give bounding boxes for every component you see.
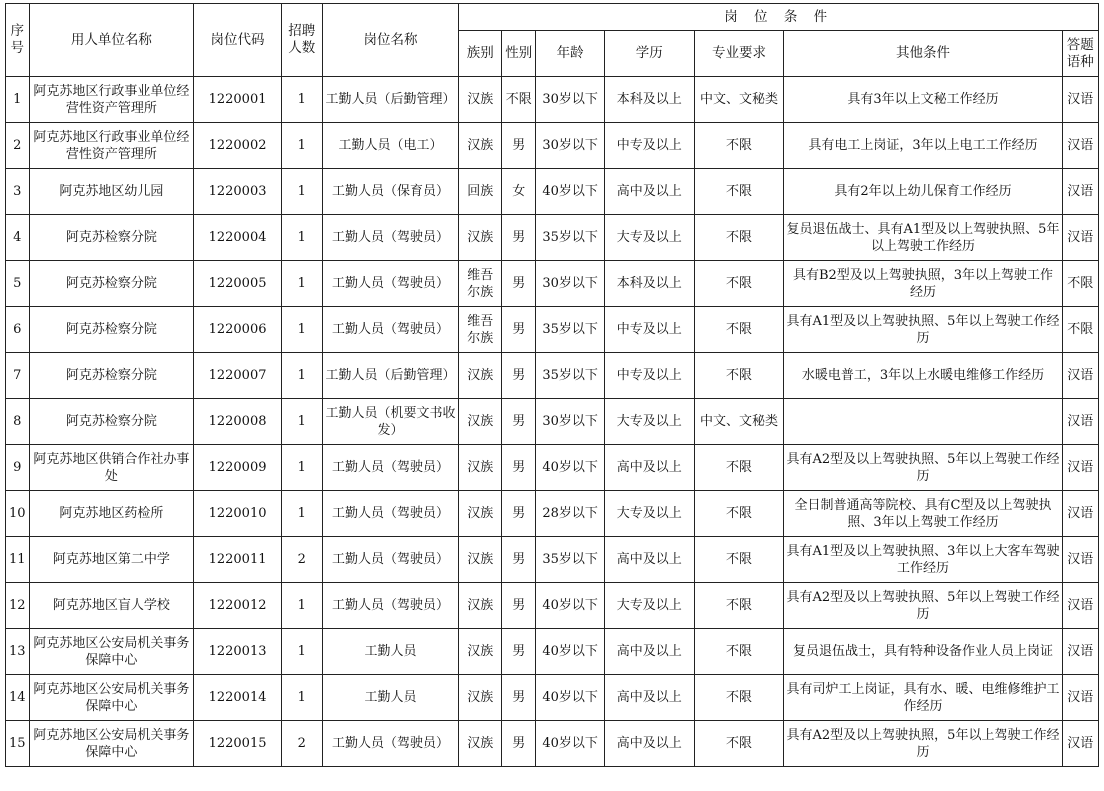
cell-education: 本科及以上 — [604, 261, 694, 307]
cell-position: 工勤人员（保育员） — [322, 169, 459, 215]
cell-age: 40岁以下 — [536, 629, 604, 675]
cell-position: 工勤人员（驾驶员） — [322, 721, 459, 767]
cell-other: 水暖电普工，3年以上水暖电维修工作经历 — [784, 353, 1062, 399]
cell-ethnicity: 汉族 — [459, 583, 502, 629]
cell-code: 1220005 — [194, 261, 282, 307]
cell-sex: 男 — [502, 123, 536, 169]
cell-major: 不限 — [694, 307, 784, 353]
cell-ethnicity: 汉族 — [459, 399, 502, 445]
cell-major: 不限 — [694, 169, 784, 215]
cell-major: 中文、文秘类 — [694, 77, 784, 123]
cell-count: 2 — [281, 721, 322, 767]
cell-no: 5 — [6, 261, 30, 307]
cell-major: 不限 — [694, 261, 784, 307]
cell-ethnicity: 维吾尔族 — [459, 307, 502, 353]
recruitment-table — [5, 3, 1099, 767]
cell-unit: 阿克苏检察分院 — [29, 215, 194, 261]
cell-unit: 阿克苏地区盲人学校 — [29, 583, 194, 629]
cell-sex: 男 — [502, 353, 536, 399]
cell-sex: 不限 — [502, 77, 536, 123]
table-row — [6, 353, 1099, 399]
table-header — [6, 4, 1099, 77]
cell-age: 35岁以下 — [536, 537, 604, 583]
cell-other: 具有B2型及以上驾驶执照，3年以上驾驶工作经历 — [784, 261, 1062, 307]
cell-ethnicity: 汉族 — [459, 445, 502, 491]
cell-position: 工勤人员（机要文书收发） — [322, 399, 459, 445]
cell-unit: 阿克苏检察分院 — [29, 307, 194, 353]
cell-code: 1220003 — [194, 169, 282, 215]
cell-sex: 男 — [502, 307, 536, 353]
cell-no: 12 — [6, 583, 30, 629]
cell-major: 不限 — [694, 491, 784, 537]
cell-no: 3 — [6, 169, 30, 215]
cell-language: 汉语 — [1062, 215, 1098, 261]
cell-no: 9 — [6, 445, 30, 491]
cell-ethnicity: 汉族 — [459, 77, 502, 123]
cell-count: 1 — [281, 169, 322, 215]
cell-no: 6 — [6, 307, 30, 353]
cell-ethnicity: 汉族 — [459, 721, 502, 767]
cell-ethnicity: 汉族 — [459, 675, 502, 721]
cell-other: 具有司炉工上岗证，具有水、暖、电维修维护工作经历 — [784, 675, 1062, 721]
table-row — [6, 169, 1099, 215]
cell-unit: 阿克苏地区行政事业单位经营性资产管理所 — [29, 77, 194, 123]
cell-count: 1 — [281, 629, 322, 675]
cell-sex: 男 — [502, 261, 536, 307]
cell-no: 11 — [6, 537, 30, 583]
cell-position: 工勤人员（驾驶员） — [322, 445, 459, 491]
cell-major: 不限 — [694, 675, 784, 721]
cell-language: 汉语 — [1062, 491, 1098, 537]
cell-position: 工勤人员（后勤管理） — [322, 353, 459, 399]
cell-ethnicity: 汉族 — [459, 215, 502, 261]
cell-unit: 阿克苏地区公安局机关事务保障中心 — [29, 675, 194, 721]
cell-language: 汉语 — [1062, 399, 1098, 445]
cell-position: 工勤人员（电工） — [322, 123, 459, 169]
cell-ethnicity: 汉族 — [459, 629, 502, 675]
cell-major: 不限 — [694, 445, 784, 491]
table-row — [6, 77, 1099, 123]
cell-no: 2 — [6, 123, 30, 169]
table-row — [6, 399, 1099, 445]
cell-position: 工勤人员（后勤管理） — [322, 77, 459, 123]
cell-code: 1220014 — [194, 675, 282, 721]
header-position: 岗位名称 — [322, 4, 459, 77]
cell-major: 不限 — [694, 721, 784, 767]
cell-language: 汉语 — [1062, 123, 1098, 169]
cell-code: 1220004 — [194, 215, 282, 261]
header-age: 年龄 — [536, 31, 604, 77]
table-row — [6, 537, 1099, 583]
cell-other: 具有A1型及以上驾驶执照、5年以上驾驶工作经历 — [784, 307, 1062, 353]
cell-other: 复员退伍战士，具有特种设备作业人员上岗证 — [784, 629, 1062, 675]
cell-age: 40岁以下 — [536, 445, 604, 491]
cell-other: 具有A2型及以上驾驶执照、5年以上驾驶工作经历 — [784, 445, 1062, 491]
cell-education: 中专及以上 — [604, 123, 694, 169]
cell-code: 1220007 — [194, 353, 282, 399]
header-code: 岗位代码 — [194, 4, 282, 77]
table-row — [6, 491, 1099, 537]
cell-count: 1 — [281, 261, 322, 307]
cell-code: 1220011 — [194, 537, 282, 583]
cell-education: 大专及以上 — [604, 491, 694, 537]
cell-education: 高中及以上 — [604, 675, 694, 721]
cell-no: 15 — [6, 721, 30, 767]
cell-education: 高中及以上 — [604, 537, 694, 583]
cell-language: 汉语 — [1062, 77, 1098, 123]
cell-other: 具有A2型及以上驾驶执照、5年以上驾驶工作经历 — [784, 583, 1062, 629]
cell-sex: 男 — [502, 675, 536, 721]
cell-language: 汉语 — [1062, 629, 1098, 675]
table-row — [6, 675, 1099, 721]
table-row — [6, 583, 1099, 629]
cell-major: 不限 — [694, 215, 784, 261]
cell-unit: 阿克苏地区公安局机关事务保障中心 — [29, 629, 194, 675]
cell-other: 复员退伍战士、具有A1型及以上驾驶执照、5年以上驾驶工作经历 — [784, 215, 1062, 261]
cell-position: 工勤人员（驾驶员） — [322, 307, 459, 353]
cell-code: 1220006 — [194, 307, 282, 353]
cell-ethnicity: 汉族 — [459, 123, 502, 169]
cell-language: 不限 — [1062, 261, 1098, 307]
cell-other: 具有2年以上幼儿保育工作经历 — [784, 169, 1062, 215]
cell-count: 1 — [281, 675, 322, 721]
cell-other: 全日制普通高等院校、具有C型及以上驾驶执照、3年以上驾驶工作经历 — [784, 491, 1062, 537]
header-unit: 用人单位名称 — [29, 4, 194, 77]
header-conditions: 岗 位 条 件 — [459, 4, 1099, 31]
cell-language: 汉语 — [1062, 537, 1098, 583]
cell-major: 不限 — [694, 583, 784, 629]
cell-age: 30岁以下 — [536, 123, 604, 169]
header-major: 专业要求 — [694, 31, 784, 77]
cell-education: 高中及以上 — [604, 445, 694, 491]
cell-other — [784, 399, 1062, 445]
recruitment-table-sheet — [5, 3, 1099, 767]
cell-count: 1 — [281, 445, 322, 491]
cell-sex: 男 — [502, 215, 536, 261]
header-sex: 性别 — [502, 31, 536, 77]
cell-language: 汉语 — [1062, 721, 1098, 767]
cell-sex: 男 — [502, 629, 536, 675]
cell-count: 1 — [281, 491, 322, 537]
cell-code: 1220001 — [194, 77, 282, 123]
cell-ethnicity: 汉族 — [459, 537, 502, 583]
cell-major: 不限 — [694, 123, 784, 169]
header-ethnicity: 族别 — [459, 31, 502, 77]
cell-language: 汉语 — [1062, 353, 1098, 399]
cell-no: 7 — [6, 353, 30, 399]
cell-ethnicity: 维吾尔族 — [459, 261, 502, 307]
cell-language: 不限 — [1062, 307, 1098, 353]
cell-code: 1220009 — [194, 445, 282, 491]
table-row — [6, 721, 1099, 767]
cell-code: 1220013 — [194, 629, 282, 675]
cell-position: 工勤人员（驾驶员） — [322, 583, 459, 629]
table-row — [6, 629, 1099, 675]
cell-no: 8 — [6, 399, 30, 445]
cell-no: 14 — [6, 675, 30, 721]
cell-no: 13 — [6, 629, 30, 675]
header-language: 答题语种 — [1062, 31, 1098, 77]
cell-count: 1 — [281, 399, 322, 445]
cell-unit: 阿克苏地区行政事业单位经营性资产管理所 — [29, 123, 194, 169]
cell-age: 30岁以下 — [536, 261, 604, 307]
cell-unit: 阿克苏检察分院 — [29, 353, 194, 399]
cell-no: 4 — [6, 215, 30, 261]
cell-language: 汉语 — [1062, 675, 1098, 721]
cell-position: 工勤人员（驾驶员） — [322, 261, 459, 307]
cell-age: 28岁以下 — [536, 491, 604, 537]
cell-language: 汉语 — [1062, 445, 1098, 491]
cell-age: 40岁以下 — [536, 721, 604, 767]
cell-age: 35岁以下 — [536, 215, 604, 261]
cell-age: 40岁以下 — [536, 583, 604, 629]
cell-sex: 男 — [502, 721, 536, 767]
cell-count: 1 — [281, 123, 322, 169]
cell-education: 高中及以上 — [604, 721, 694, 767]
header-count: 招聘人数 — [281, 4, 322, 77]
header-other: 其他条件 — [784, 31, 1062, 77]
header-education: 学历 — [604, 31, 694, 77]
cell-ethnicity: 回族 — [459, 169, 502, 215]
cell-unit: 阿克苏地区幼儿园 — [29, 169, 194, 215]
table-body — [6, 77, 1099, 767]
cell-language: 汉语 — [1062, 583, 1098, 629]
cell-count: 2 — [281, 537, 322, 583]
cell-ethnicity: 汉族 — [459, 353, 502, 399]
cell-position: 工勤人员（驾驶员） — [322, 537, 459, 583]
header-no: 序号 — [6, 4, 30, 77]
cell-major: 不限 — [694, 537, 784, 583]
cell-sex: 男 — [502, 583, 536, 629]
cell-unit: 阿克苏地区药检所 — [29, 491, 194, 537]
cell-language: 汉语 — [1062, 169, 1098, 215]
cell-count: 1 — [281, 583, 322, 629]
cell-other: 具有3年以上文秘工作经历 — [784, 77, 1062, 123]
table-row — [6, 445, 1099, 491]
cell-sex: 男 — [502, 491, 536, 537]
cell-code: 1220008 — [194, 399, 282, 445]
table-row — [6, 215, 1099, 261]
cell-unit: 阿克苏检察分院 — [29, 399, 194, 445]
cell-education: 高中及以上 — [604, 629, 694, 675]
cell-other: 具有电工上岗证，3年以上电工工作经历 — [784, 123, 1062, 169]
cell-count: 1 — [281, 77, 322, 123]
cell-sex: 男 — [502, 537, 536, 583]
cell-ethnicity: 汉族 — [459, 491, 502, 537]
cell-position: 工勤人员 — [322, 675, 459, 721]
table-row — [6, 261, 1099, 307]
cell-unit: 阿克苏检察分院 — [29, 261, 194, 307]
cell-education: 中专及以上 — [604, 353, 694, 399]
cell-count: 1 — [281, 307, 322, 353]
cell-code: 1220010 — [194, 491, 282, 537]
cell-age: 35岁以下 — [536, 307, 604, 353]
cell-major: 不限 — [694, 629, 784, 675]
cell-unit: 阿克苏地区供销合作社办事处 — [29, 445, 194, 491]
cell-age: 35岁以下 — [536, 353, 604, 399]
cell-education: 高中及以上 — [604, 169, 694, 215]
cell-major: 中文、文秘类 — [694, 399, 784, 445]
cell-no: 1 — [6, 77, 30, 123]
cell-position: 工勤人员 — [322, 629, 459, 675]
cell-age: 30岁以下 — [536, 399, 604, 445]
cell-code: 1220002 — [194, 123, 282, 169]
cell-major: 不限 — [694, 353, 784, 399]
cell-other: 具有A2型及以上驾驶执照，5年以上驾驶工作经历 — [784, 721, 1062, 767]
table-row — [6, 123, 1099, 169]
cell-education: 本科及以上 — [604, 77, 694, 123]
cell-age: 40岁以下 — [536, 675, 604, 721]
cell-unit: 阿克苏地区第二中学 — [29, 537, 194, 583]
cell-code: 1220012 — [194, 583, 282, 629]
cell-sex: 男 — [502, 445, 536, 491]
cell-age: 30岁以下 — [536, 77, 604, 123]
cell-no: 10 — [6, 491, 30, 537]
cell-code: 1220015 — [194, 721, 282, 767]
cell-sex: 男 — [502, 399, 536, 445]
table-row — [6, 307, 1099, 353]
cell-count: 1 — [281, 353, 322, 399]
cell-count: 1 — [281, 215, 322, 261]
cell-position: 工勤人员（驾驶员） — [322, 215, 459, 261]
cell-unit: 阿克苏地区公安局机关事务保障中心 — [29, 721, 194, 767]
cell-sex: 女 — [502, 169, 536, 215]
cell-education: 中专及以上 — [604, 307, 694, 353]
cell-other: 具有A1型及以上驾驶执照、3年以上大客车驾驶工作经历 — [784, 537, 1062, 583]
cell-age: 40岁以下 — [536, 169, 604, 215]
cell-education: 大专及以上 — [604, 215, 694, 261]
cell-position: 工勤人员（驾驶员） — [322, 491, 459, 537]
cell-education: 大专及以上 — [604, 583, 694, 629]
cell-education: 大专及以上 — [604, 399, 694, 445]
